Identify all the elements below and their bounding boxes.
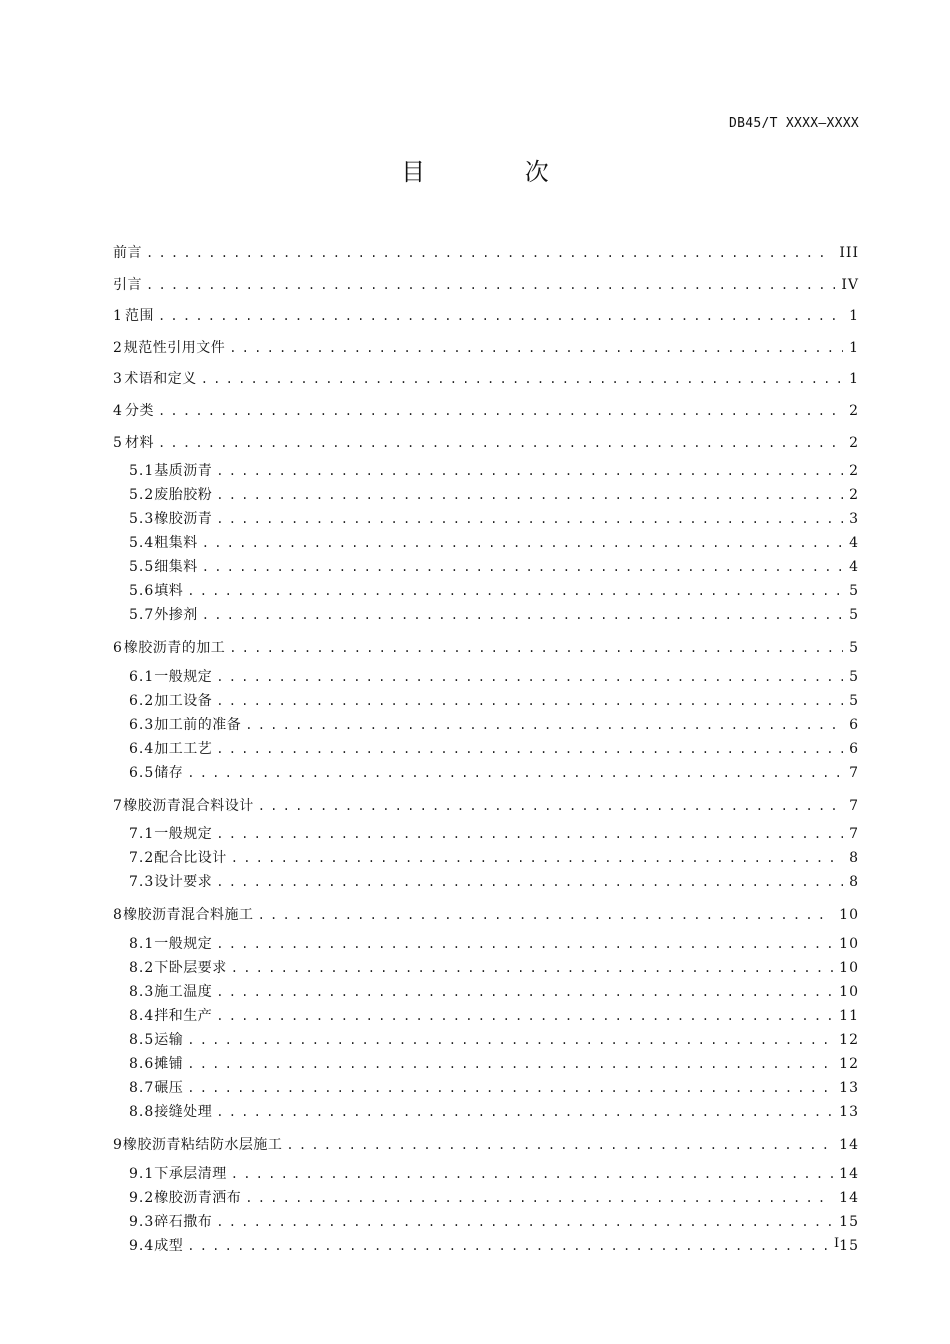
toc-entry[interactable] [113, 1162, 859, 1186]
toc-leader-dots [202, 603, 843, 627]
toc-entry[interactable] [113, 932, 859, 956]
toc-entry-number: 9.4 [129, 1237, 155, 1254]
toc-entry-page: 10 [839, 959, 859, 976]
toc-entry-number: 3 [113, 371, 123, 388]
toc-entry-page: 4 [849, 535, 859, 552]
toc-entry-page: 2 [849, 402, 859, 419]
toc-leader-dots [216, 459, 843, 483]
toc-leader-dots [158, 396, 843, 428]
toc-entry-label: 橡胶沥青洒布 [154, 1189, 242, 1206]
toc-entry[interactable] [113, 364, 859, 396]
toc-entry-number: 5.5 [129, 559, 155, 576]
toc-entry[interactable] [113, 822, 859, 846]
toc-entry-label: 分类 [124, 402, 154, 419]
toc-entry-page: 1 [849, 339, 859, 356]
toc-entry-page: 14 [839, 1189, 859, 1206]
page-title: 目 次 [401, 158, 595, 186]
toc-entry-label: 设计要求 [154, 874, 213, 891]
toc-entry-page: 13 [839, 1079, 859, 1096]
toc-entry[interactable] [113, 1052, 859, 1076]
toc-leader-dots [216, 1210, 833, 1234]
toc-entry-number: 7.3 [129, 874, 155, 891]
toc-entry[interactable] [113, 483, 859, 507]
toc-entry-label: 填料 [154, 583, 184, 600]
toc-entry[interactable] [113, 1130, 859, 1162]
toc-entry-page: 6 [849, 740, 859, 757]
toc-entry[interactable] [113, 507, 859, 531]
toc-leader-dots [216, 507, 843, 531]
toc-entry-number: 9 [113, 1136, 123, 1153]
toc-entry-number: 5.6 [129, 583, 155, 600]
toc-entry-page: 7 [849, 764, 859, 781]
toc-entry[interactable] [113, 1210, 859, 1234]
toc-entry-number: 9.1 [129, 1165, 155, 1182]
toc-entry-page: 5 [849, 640, 859, 657]
toc-entry-label: 术语和定义 [124, 371, 197, 388]
toc-leader-dots [229, 633, 843, 665]
toc-leader-dots [258, 900, 834, 932]
toc-entry[interactable] [113, 846, 859, 870]
toc-entry[interactable] [113, 270, 859, 302]
toc-entry[interactable] [113, 459, 859, 483]
toc-entry-number: 8.6 [129, 1055, 155, 1072]
toc-entry-number: 8.3 [129, 983, 155, 1000]
toc-entry-label: 加工前的准备 [154, 716, 242, 733]
toc-leader-dots [187, 579, 843, 603]
toc-entry-label: 橡胶沥青的加工 [123, 640, 226, 657]
toc-entry-label: 基质沥青 [154, 463, 213, 480]
toc-entry[interactable] [113, 531, 859, 555]
toc-entry-number: 7.2 [129, 850, 155, 867]
toc-entry-page: 15 [839, 1237, 859, 1254]
toc-entry[interactable] [113, 737, 859, 761]
toc-entry-label: 储存 [154, 764, 184, 781]
toc-entry[interactable] [113, 1076, 859, 1100]
toc-entry-page: 2 [849, 434, 859, 451]
toc-entry[interactable] [113, 900, 859, 932]
toc-entry-number: 9.3 [129, 1213, 155, 1230]
toc-entry-number: 6.3 [129, 716, 155, 733]
toc-entry-page: 12 [839, 1031, 859, 1048]
toc-entry-label: 施工温度 [154, 983, 213, 1000]
toc-entry-page: 5 [849, 692, 859, 709]
toc-entry-label: 拌和生产 [154, 1007, 213, 1024]
toc-leader-dots [158, 301, 843, 333]
toc-entry-page: 7 [849, 826, 859, 843]
toc-leader-dots [229, 333, 843, 365]
toc-entry[interactable] [113, 1100, 859, 1124]
toc-entry-label: 橡胶沥青粘结防水层施工 [122, 1136, 283, 1153]
toc-entry-label: 范围 [124, 308, 154, 325]
toc-entry-number: 6.5 [129, 764, 155, 781]
toc-entry-number: 8.5 [129, 1031, 155, 1048]
toc-entry[interactable] [113, 428, 859, 460]
toc-entry-page: 4 [849, 559, 859, 576]
toc-entry-page: 14 [839, 1136, 859, 1153]
toc-entry-label: 碎石撒布 [154, 1213, 213, 1230]
toc-leader-dots [202, 555, 843, 579]
toc-entry-number: 8 [113, 907, 123, 924]
toc-entry[interactable] [113, 333, 859, 365]
toc-entry-number: 7 [113, 797, 123, 814]
toc-entry-label: 粗集料 [154, 535, 198, 552]
toc-leader-dots [216, 737, 843, 761]
toc-entry-page: 6 [849, 716, 859, 733]
toc-entry-number: 5.2 [129, 487, 155, 504]
toc-leader-dots [231, 1162, 833, 1186]
toc-leader-dots [202, 531, 843, 555]
toc-entry-label: 运输 [154, 1031, 184, 1048]
toc-leader-dots [158, 428, 843, 460]
toc-entry-page: 2 [849, 463, 859, 480]
toc-entry[interactable] [113, 238, 859, 270]
toc-entry-number: 6.1 [129, 668, 155, 685]
toc-leader-dots [187, 761, 843, 785]
toc-leader-dots [201, 364, 843, 396]
toc-entry[interactable] [113, 761, 859, 785]
toc-entry-label: 一般规定 [154, 668, 213, 685]
toc-entry-number: 5 [113, 434, 123, 451]
toc-entry-number: 4 [113, 402, 123, 419]
toc-entry-label: 下卧层要求 [154, 959, 227, 976]
toc-entry-label: 橡胶沥青混合料设计 [123, 797, 254, 814]
toc-leader-dots [216, 980, 833, 1004]
toc-entry-number: 6.2 [129, 692, 155, 709]
standard-code: DB45/T XXXX—XXXX [728, 116, 859, 131]
toc-entry-label: 下承层清理 [154, 1165, 227, 1182]
toc-entry-label: 材料 [124, 434, 154, 451]
toc-leader-dots [231, 956, 833, 980]
toc-entry-number: 2 [113, 339, 123, 356]
toc-entry-page: 5 [849, 668, 859, 685]
toc-leader-dots [187, 1234, 833, 1258]
toc-entry-label: 碾压 [154, 1079, 184, 1096]
toc-entry-page: 8 [849, 850, 859, 867]
toc-entry-page: 2 [849, 487, 859, 504]
toc-leader-dots [146, 270, 835, 302]
toc-leader-dots [146, 238, 833, 270]
toc-entry[interactable] [113, 1004, 859, 1028]
toc-entry[interactable] [113, 956, 859, 980]
toc-entry-label: 接缝处理 [154, 1103, 213, 1120]
toc-entry[interactable] [113, 980, 859, 1004]
toc-leader-dots [216, 1100, 833, 1124]
toc-entry-number: 5.3 [129, 511, 155, 528]
toc-entry-number: 6.4 [129, 740, 155, 757]
toc-leader-dots [216, 932, 833, 956]
toc-entry[interactable] [113, 1234, 859, 1258]
toc-leader-dots [187, 1076, 833, 1100]
toc-entry-number: 8.8 [129, 1103, 155, 1120]
toc-entry-label: 成型 [154, 1237, 184, 1254]
toc-entry[interactable] [113, 579, 859, 603]
toc-entry[interactable] [113, 689, 859, 713]
toc-entry[interactable] [113, 603, 859, 627]
toc-entry-label: 引言 [113, 276, 142, 293]
toc-entry-label: 外掺剂 [154, 607, 198, 624]
toc-entry[interactable] [113, 396, 859, 428]
toc-entry[interactable] [113, 791, 859, 823]
toc-entry-label: 一般规定 [154, 826, 213, 843]
toc-entry-label: 规范性引用文件 [123, 339, 226, 356]
toc-entry-label: 橡胶沥青混合料施工 [123, 907, 254, 924]
toc-leader-dots [187, 1052, 833, 1076]
toc-entry[interactable] [113, 870, 859, 894]
footer-page-number: I [834, 1236, 840, 1251]
toc-entry-number: 6 [113, 640, 123, 657]
toc-leader-dots [245, 1186, 833, 1210]
toc-entry[interactable] [113, 713, 859, 737]
toc-entry-page: 13 [839, 1103, 859, 1120]
toc-entry-page: 1 [849, 371, 859, 388]
toc-entry[interactable] [113, 633, 859, 665]
toc-entry-number: 8.2 [129, 959, 155, 976]
toc-entry-label: 加工工艺 [154, 740, 213, 757]
toc-entry-page: 15 [839, 1213, 859, 1230]
toc-entry-label: 加工设备 [154, 692, 213, 709]
toc-entry-page: 10 [839, 983, 859, 1000]
toc-entry-label: 橡胶沥青 [154, 511, 213, 528]
toc-entry-page: 10 [839, 935, 859, 952]
toc-entry-page: 3 [849, 511, 859, 528]
toc-entry[interactable] [113, 1186, 859, 1210]
toc-leader-dots [216, 665, 843, 689]
toc-entry[interactable] [113, 665, 859, 689]
toc-leader-dots [231, 846, 843, 870]
toc-entry-label: 摊铺 [154, 1055, 184, 1072]
toc-entry-page: 10 [839, 907, 859, 924]
toc-entry-page: III [839, 245, 859, 261]
toc-entry-page: 11 [839, 1007, 859, 1024]
toc-leader-dots [245, 713, 843, 737]
toc-entry-number: 1 [113, 308, 123, 325]
toc-entry-page: 5 [849, 583, 859, 600]
toc-entry-label: 细集料 [154, 559, 198, 576]
toc-entry-page: IV [841, 276, 859, 293]
toc-leader-dots [216, 870, 843, 894]
toc-entry[interactable] [113, 301, 859, 333]
toc-entry-page: 8 [849, 874, 859, 891]
toc-leader-dots [216, 1004, 833, 1028]
toc-entry-label: 废胎胶粉 [154, 487, 213, 504]
toc-leader-dots [216, 822, 843, 846]
toc-entry-label: 前言 [113, 245, 142, 261]
toc-leader-dots [286, 1130, 833, 1162]
toc-entry[interactable] [113, 1028, 859, 1052]
toc-entry-number: 5.1 [129, 463, 155, 480]
toc-entry-page: 1 [849, 308, 859, 325]
toc-entry-label: 一般规定 [154, 935, 213, 952]
toc-leader-dots [258, 791, 843, 823]
toc-entry-number: 5.7 [129, 607, 155, 624]
toc-entry-page: 14 [839, 1165, 859, 1182]
toc-entry-number: 8.1 [129, 935, 155, 952]
toc-leader-dots [216, 689, 843, 713]
toc-entry-page: 12 [839, 1055, 859, 1072]
toc-entry-number: 8.7 [129, 1079, 155, 1096]
toc-leader-dots [216, 483, 843, 507]
toc-entry-number: 9.2 [129, 1189, 155, 1206]
toc-entry-label: 配合比设计 [154, 850, 227, 867]
toc-entry[interactable] [113, 555, 859, 579]
toc-leader-dots [187, 1028, 833, 1052]
toc-entry-page: 5 [849, 607, 859, 624]
table-of-contents [113, 238, 859, 1258]
toc-entry-number: 7.1 [129, 826, 155, 843]
toc-entry-number: 5.4 [129, 535, 155, 552]
toc-entry-page: 7 [849, 797, 859, 814]
toc-entry-number: 8.4 [129, 1007, 155, 1024]
